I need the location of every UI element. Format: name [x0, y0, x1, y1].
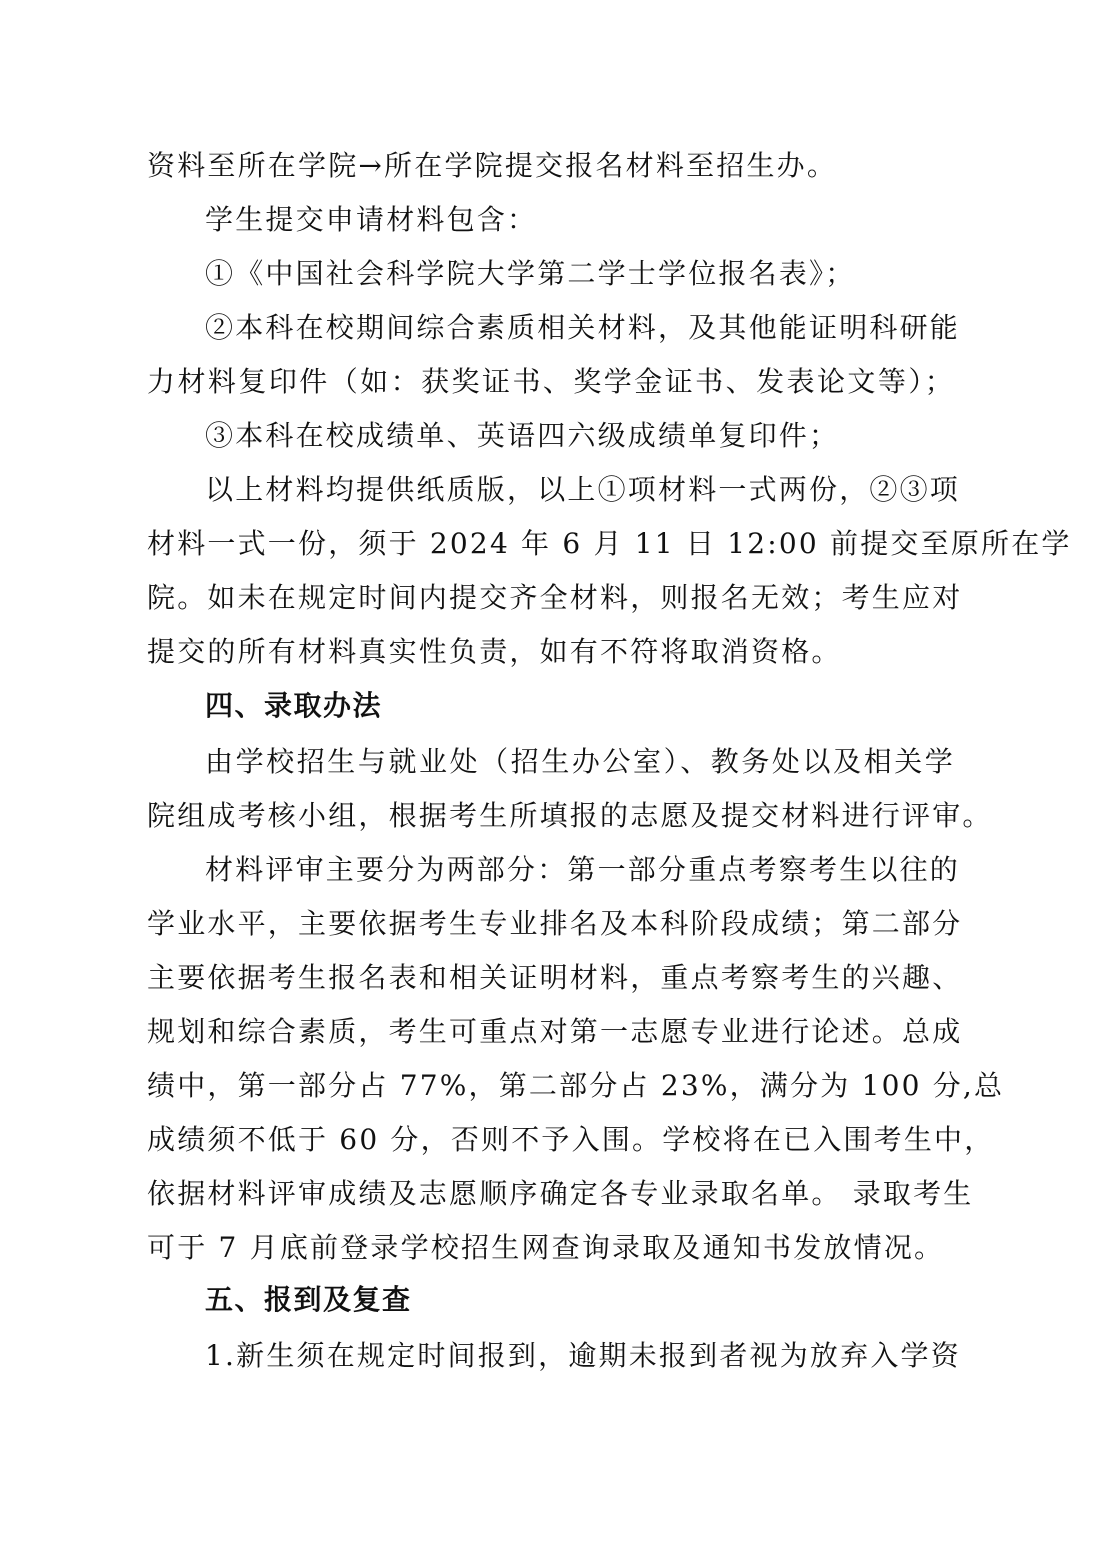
list-item: ①《中国社会科学院大学第二学士学位报名表》；	[205, 257, 856, 290]
paragraph-line: 绩中，第一部分占 77%，第二部分占 23%，满分为 100 分,总	[147, 1069, 1005, 1102]
paragraph-line: 院。如未在规定时间内提交齐全材料，则报名无效；考生应对	[147, 581, 963, 614]
paragraph-line: 学生提交申请材料包含：	[205, 203, 538, 236]
paragraph-line: 成绩须不低于 60 分，否则不予入围。学校将在已入围考生中，	[147, 1123, 995, 1156]
paragraph-line: 材料评审主要分为两部分：第一部分重点考察考生以往的	[205, 853, 961, 886]
list-item: ②本科在校期间综合素质相关材料，及其他能证明科研能	[205, 311, 961, 344]
paragraph-line: 1.新生须在规定时间报到，逾期未报到者视为放弃入学资	[205, 1339, 961, 1372]
paragraph-line: 院组成考核小组，根据考生所填报的志愿及提交材料进行评审。	[147, 799, 993, 832]
paragraph-line: 规划和综合素质，考生可重点对第一志愿专业进行论述。总成	[147, 1015, 963, 1048]
paragraph-line: 主要依据考生报名表和相关证明材料，重点考察考生的兴趣、	[147, 961, 963, 994]
section-heading: 五、报到及复查	[205, 1283, 412, 1316]
paragraph-line: 提交的所有材料真实性负责，如有不符将取消资格。	[147, 635, 842, 668]
paragraph-line: 材料一式一份，须于 2024 年 6 月 11 日 12:00 前提交至原所在学	[147, 527, 1072, 560]
list-item: ③本科在校成绩单、英语四六级成绩单复印件；	[205, 419, 840, 452]
paragraph-line: 以上材料均提供纸质版，以上①项材料一式两份，②③项	[205, 473, 961, 506]
paragraph-line: 力材料复印件（如：获奖证书、奖学金证书、发表论文等）；	[147, 365, 955, 398]
paragraph-line: 依据材料评审成绩及志愿顺序确定各专业录取名单。 录取考生	[147, 1177, 974, 1210]
paragraph-line: 可于 7 月底前登录学校招生网查询录取及通知书发放情况。	[147, 1231, 945, 1264]
section-heading: 四、录取办法	[205, 689, 383, 722]
paragraph-line: 由学校招生与就业处（招生办公室）、教务处以及相关学	[205, 745, 955, 778]
paragraph-line: 学业水平，主要依据考生专业排名及本科阶段成绩；第二部分	[147, 907, 963, 940]
paragraph-line: 资料至所在学院→所在学院提交报名材料至招生办。	[147, 149, 838, 182]
